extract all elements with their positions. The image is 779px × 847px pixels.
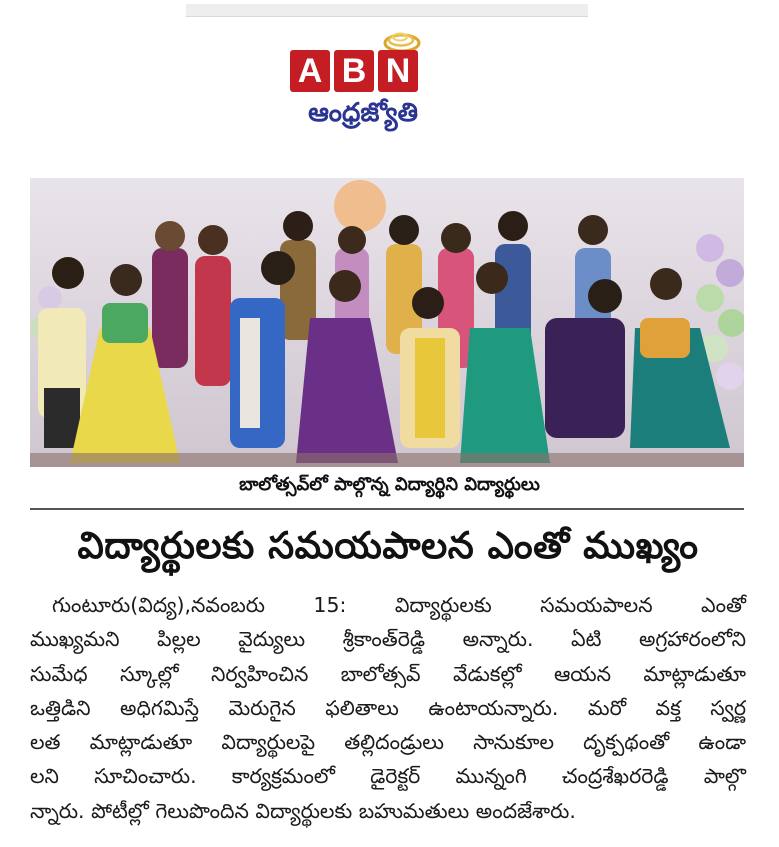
- article-line: సుమేధ స్కూల్లో నిర్వహించిన బాలోత్సవ్ వేడుకల్లో ఆయన మాట్లాడుతూ: [30, 661, 746, 686]
- logo-letter-b: B: [334, 50, 374, 92]
- logo-letter-n: N: [378, 50, 418, 92]
- news-photo: [30, 178, 744, 467]
- abn-logo: [290, 50, 418, 92]
- article-line: న్నారు. పోటీల్లో గెలుపొందిన విద్యార్థులకు బహుమతులు అందజేశారు.: [30, 798, 576, 823]
- article-line: ఒత్తిడిని అధిగమిస్తే మెరుగైన ఫలితాలు ఉంటాయన్నారు. మరో వక్త స్వర్ణ: [30, 695, 746, 720]
- brand-name: ఆంధ్రజ్యోతి: [308, 98, 418, 128]
- masthead: [288, 28, 438, 138]
- article-body: [30, 588, 746, 828]
- article-line: లని సూచించారు. కార్యక్రమంలో డైరెక్టర్ మున్నంగి చంద్రశేఖరరెడ్డి పాల్గొ: [30, 764, 746, 789]
- article-line: గుంటూరు(విద్య),నవంబరు 15: విద్యార్థులకు సమయపాలన ఎంతో: [52, 593, 746, 617]
- article-line: ముఖ్యమని పిల్లల వైద్యులు శ్రీకాంత్‌రెడ్డి అన్నారు. ఏటి అగ్రహారంలోని: [30, 627, 746, 652]
- photo-caption: బాలోత్సవ్‌లో పాల్గొన్న విద్యార్థిని విద్యార్థులు: [239, 474, 540, 495]
- logo-letter-a: A: [290, 50, 330, 92]
- article-headline: విద్యార్థులకు సమయపాలన ఎంతో ముఖ్యం: [77, 524, 699, 567]
- top-bar: [186, 4, 588, 17]
- divider: [30, 508, 744, 510]
- article-line: లత మాట్లాడుతూ విద్యార్థులపై తల్లిదండ్రులు సానుకూల దృక్పథంతో ఉండా: [30, 730, 746, 755]
- children-group-photo-icon: [30, 178, 744, 467]
